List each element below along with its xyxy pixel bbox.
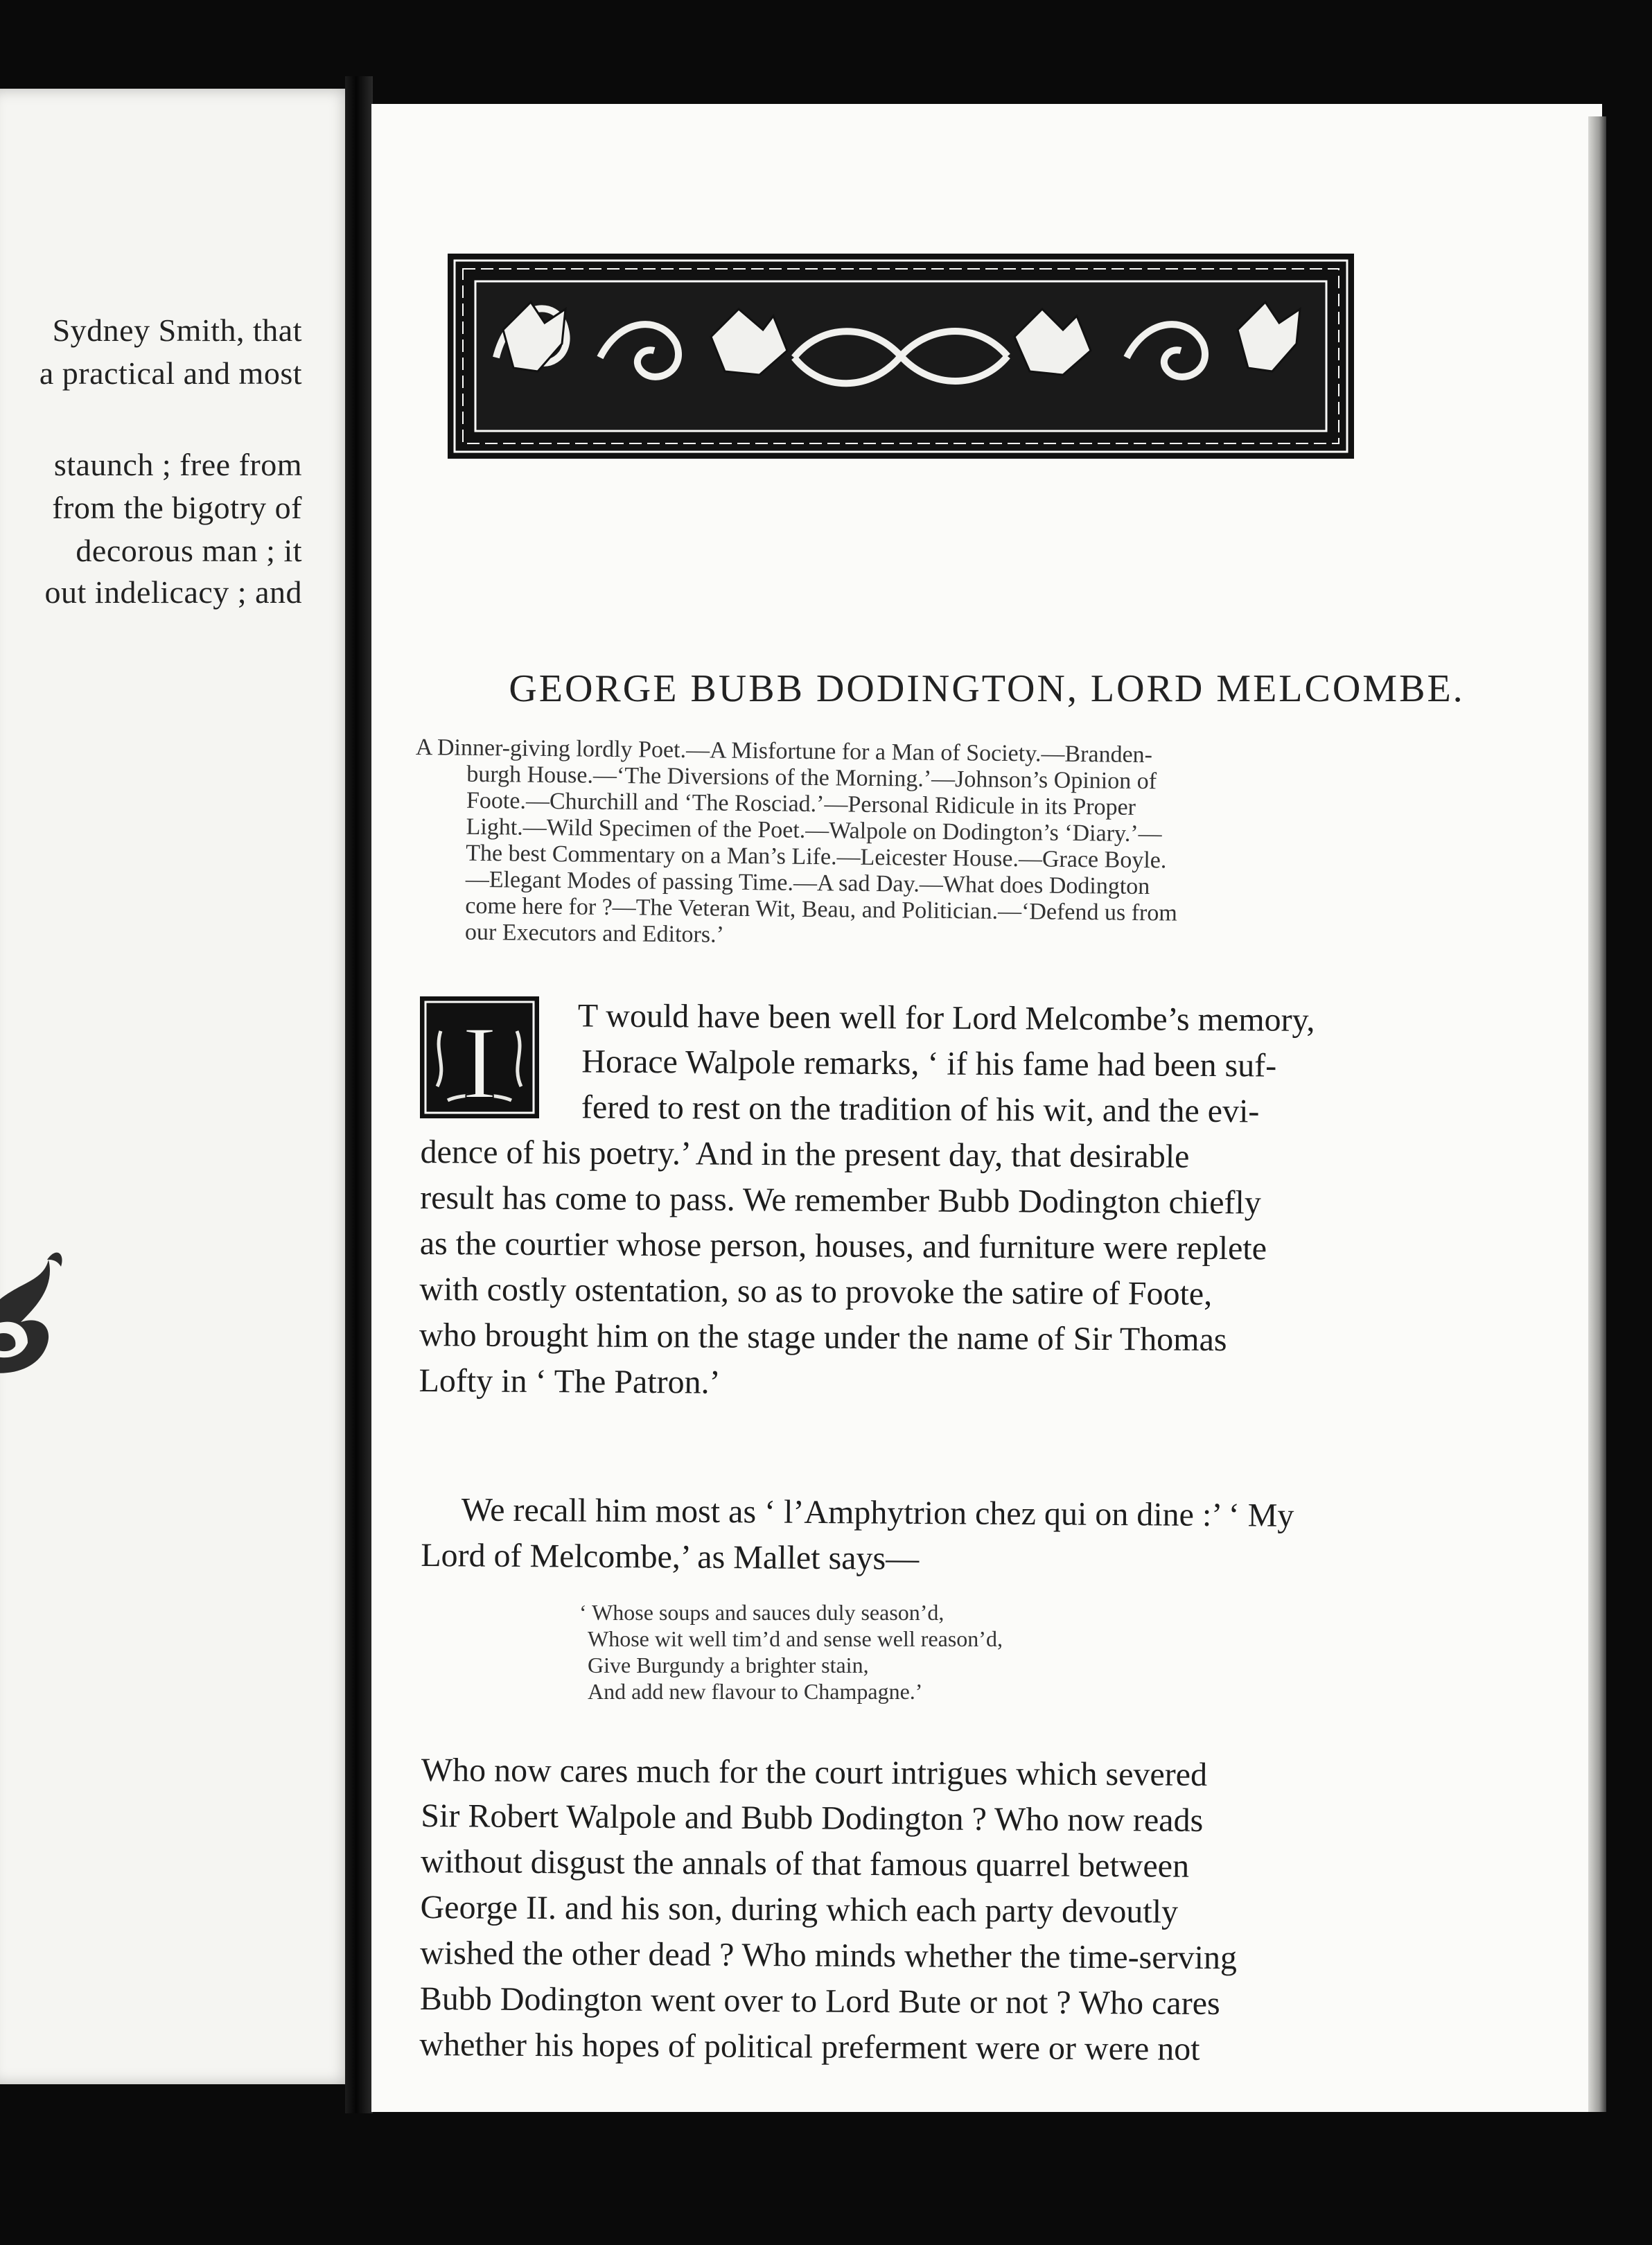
paragraph-3 [419, 1747, 1385, 2073]
paragraph-line: with costly ostentation, so as to provoke the satire of Foote, [419, 1270, 1213, 1312]
verse-quotation [579, 1599, 1203, 1705]
left-page-line: decorous man ; it [76, 533, 302, 568]
paragraph-line: Horace Walpole remarks, ‘ if his fame had been suf- [581, 1043, 1277, 1084]
synopsis-line: —Elegant Modes of passing Time.—A sad Day.—What does Dodington [465, 866, 1150, 900]
paragraph-line: Lofty in ‘ The Patron.’ [419, 1362, 721, 1401]
paragraph-line: whether his hopes of political preferment were or were not [419, 2025, 1200, 2068]
book-gutter [345, 76, 373, 2113]
left-facing-page [0, 89, 355, 2084]
paragraph-line: George II. and his son, during which each party devoutly [420, 1888, 1179, 1930]
synopsis-line: A Dinner-giving lordly Poet.—A Misfortune for a Man of Society.—Branden- [415, 734, 1153, 768]
paragraph-line: who brought him on the stage under the name of Sir Thomas [419, 1316, 1227, 1359]
paragraph-line: as the courtier whose person, houses, and furniture were replete [419, 1224, 1267, 1267]
synopsis-line: our Executors and Editors.’ [464, 919, 725, 948]
tailpiece-ornament [0, 1239, 69, 1398]
paragraph-line: without disgust the annals of that famous quarrel between [420, 1842, 1190, 1885]
page-edge-stack [1588, 116, 1606, 2112]
paragraph-line: Who now cares much for the court intrigues which severed [421, 1752, 1208, 1793]
left-page-line: out indelicacy ; and [44, 574, 302, 610]
synopsis-line: Foote.—Churchill and ‘The Rosciad.’—Personal Ridicule in its Proper [466, 787, 1136, 820]
paragraph-2 [421, 1487, 1385, 1585]
synopsis-line: The best Commentary on a Man’s Life.—Leicester House.—Grace Boyle. [466, 840, 1167, 874]
paragraph-line: wished the other dead ? Who minds whether the time-serving [420, 1934, 1238, 1977]
synopsis-line: Light.—Wild Specimen of the Poet.—Walpole on Dodington’s ‘Diary.’— [466, 813, 1162, 847]
paragraph-line: result has come to pass. We remember Bubb Dodington chiefly [420, 1179, 1261, 1222]
verse-line: Give Burgundy a brighter stain, [588, 1653, 869, 1678]
paragraph-line: dence of his poetry.’ And in the present day, that desirable [420, 1133, 1190, 1175]
synopsis-line: come here for ?—The Veteran Wit, Beau, and Politician.—‘Defend us from [465, 892, 1177, 926]
verse-line: Whose wit well tim’d and sense well reason’d, [588, 1626, 1003, 1651]
verse-line: And add new flavour to Champagne.’ [588, 1679, 923, 1704]
synopsis-line: burgh House.—‘The Diversions of the Morning.’—Johnson’s Opinion of [466, 761, 1157, 795]
paragraph-line: Lord of Melcombe,’ as Mallet says— [421, 1536, 920, 1578]
paragraph-line: We recall him most as ‘ l’Amphytrion chez qui on dine :’ ‘ My [461, 1491, 1294, 1534]
chapter-synopsis [414, 734, 1379, 956]
paragraph-line: Bubb Dodington went over to Lord Bute or not ? Who cares [419, 1980, 1220, 2023]
chapter-title: GEORGE BUBB DODINGTON, LORD MELCOMBE. [509, 667, 1465, 710]
main-page [371, 104, 1602, 2112]
paragraph-line: T would have been well for Lord Melcombe’s memory, [577, 997, 1315, 1039]
left-page-line: Sydney Smith, that [52, 312, 302, 348]
paragraph-line: fered to rest on the tradition of his wit, and the evi- [581, 1089, 1260, 1130]
left-page-line: staunch ; free from [53, 447, 302, 482]
left-page-line: a practical and most [39, 355, 302, 391]
paragraph-line: Sir Robert Walpole and Bubb Dodington ? Who now reads [421, 1797, 1204, 1839]
left-page-line: from the bigotry of [52, 490, 302, 525]
decorative-headpiece-banner [448, 254, 1354, 459]
drop-cap-letter: I [462, 1005, 497, 1118]
paragraph-1 [419, 992, 1385, 1409]
verse-line: ‘ Whose soups and sauces duly season’d, [579, 1600, 944, 1625]
